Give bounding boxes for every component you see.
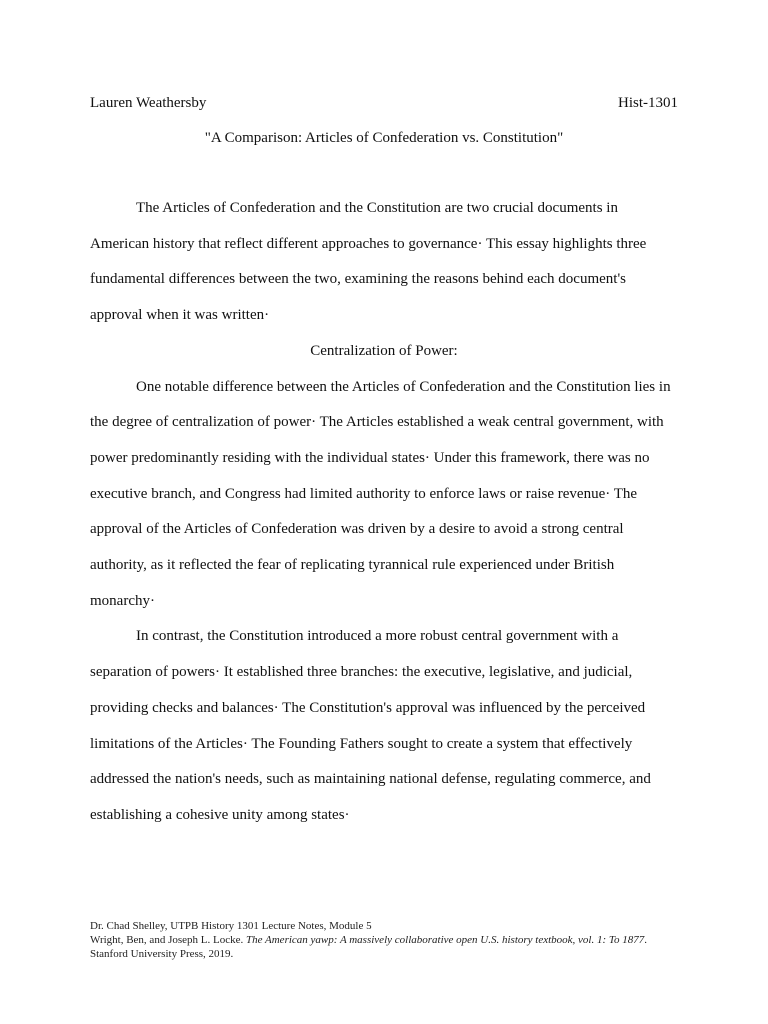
footnote-2-publisher: Stanford University Press, 2019. <box>90 948 234 960</box>
body-paragraph-1: One notable difference between the Articles of Confederation and the Constitution lies in the degree of centralization of power· The Articles established a weak central government, with power predominantly residing with the individual states· Under this framework, there was no executive branch, and Congress had limited authority to enforce laws or raise revenue· The approval of the Articles of Confederation was driven by a desire to avoid a strong central authority, as it reflected the fear of replicating tyrannical rule experienced under British monarchy· <box>90 378 671 609</box>
footnote-2-title: The American yawp: A massively collaborative open U.S. history textbook, vol. 1: To 1877 <box>245 934 645 946</box>
body-paragraph-2: In contrast, the Constitution introduced a more robust central government with a separation of powers· It established three branches: the executive, legislative, and judicial, providing checks and balances· The Constitution's approval was influenced by the perceived limitations of the Articles· The Founding Fathers sought to create a system that effectively addressed the nation's needs, such as maintaining national defense, regulating commerce, and establishing a cohesive unity among states· <box>90 628 651 823</box>
document-header <box>90 92 678 114</box>
author-name: Lauren Weathersby <box>90 95 207 111</box>
footnote-2-period: . <box>644 934 648 946</box>
footnote-2-authors: Wright, Ben, and Joseph L. Locke. <box>90 934 246 946</box>
footnotes <box>90 919 690 961</box>
footnote-2 <box>90 933 690 947</box>
intro-paragraph: The Articles of Confederation and the Constitution are two crucial documents in American history that reflect different approaches to governance· This essay highlights three fundamental differences between the two, examining the reasons behind each document's approval when it was written· <box>90 200 647 324</box>
essay-title: "A Comparison: Articles of Confederation vs. Constitution" <box>204 130 564 146</box>
course-code: Hist-1301 <box>618 95 678 111</box>
footnote-1: Dr. Chad Shelley, UTPB History 1301 Lecture Notes, Module 5 <box>90 920 372 932</box>
essay-body <box>90 191 678 834</box>
section-heading: Centralization of Power: <box>310 342 458 359</box>
